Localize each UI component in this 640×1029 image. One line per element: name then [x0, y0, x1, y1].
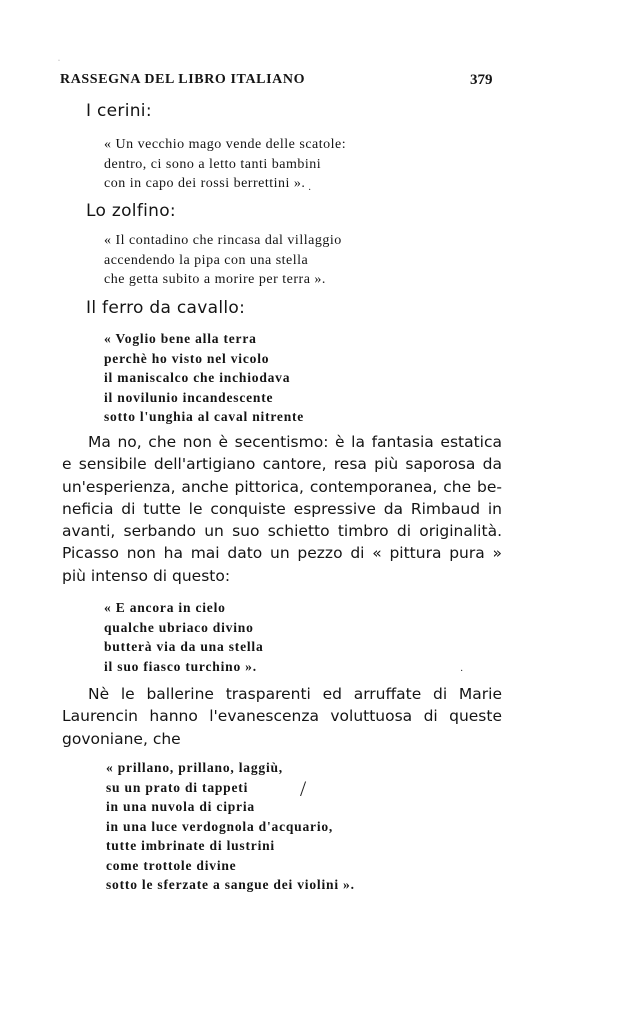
- poem-line: « Voglio bene alla terra: [104, 331, 257, 346]
- poem-quote: [104, 231, 342, 290]
- poem-line: sotto le sferzate a sangue dei violini ».: [106, 877, 355, 892]
- poem-line: su un prato di tappeti: [106, 779, 249, 795]
- poem-quote: [104, 598, 264, 676]
- prose-line: e sensibile dell'artigiano cantore, resa più saporosa da: [62, 455, 502, 474]
- prose-line: Nè le ballerine trasparenti ed arruffate di Marie: [88, 685, 502, 703]
- poem-line: accendendo la pipa con una stella: [104, 252, 309, 268]
- ink-speck-mark: ·: [58, 58, 60, 64]
- poem-line: come trottole divine: [106, 857, 237, 873]
- poem-line: perchè ho visto nel vicolo: [104, 350, 270, 366]
- poem-line: il novilunio incandescente: [104, 389, 274, 405]
- poem-line: butterà via da una stella: [104, 639, 264, 654]
- page-number: 379: [470, 72, 493, 88]
- prose-paragraph: [62, 683, 502, 750]
- poem-line: il maniscalco che inchiodava: [104, 370, 291, 385]
- prose-line: govoniane, che: [62, 729, 181, 748]
- poem-line: « prillano, prillano, laggiù,: [106, 760, 283, 775]
- poem-line: in una luce verdognola d'acquario,: [106, 818, 334, 834]
- poem-line: con in capo dei rossi berrettini ».: [104, 176, 306, 191]
- prose-paragraph: [62, 431, 502, 587]
- poem-line: « E ancora in cielo: [104, 600, 226, 615]
- poem-line: in una nuvola di cipria: [106, 799, 255, 814]
- poem-line: che getta subito a morire per terra ».: [104, 272, 326, 287]
- prose-line: Laurencin hanno l'evanescenza voluttuosa di queste: [62, 707, 502, 726]
- poem-quote: [106, 758, 355, 895]
- prose-line: Ma no, che non è secentismo: è la fantasia estatica: [88, 433, 502, 451]
- prose-line: avanti, serbando un suo schietto timbro di originalità.: [62, 522, 502, 541]
- poem-line: il suo fiasco turchino ».: [104, 658, 257, 674]
- poem-line: qualche ubriaco divino: [104, 619, 254, 635]
- poem-line: sotto l'unghia al caval nitrente: [104, 409, 305, 424]
- ink-speck-mark: ·: [460, 666, 464, 677]
- prose-line: più intenso di questo:: [62, 566, 231, 585]
- poem-line: tutte imbrinate di lustrini: [106, 838, 275, 853]
- section-heading: Il ferro da cavallo:: [86, 298, 246, 318]
- poem-line: dentro, ci sono a letto tanti bambini: [104, 156, 322, 172]
- prose-line: neficia di tutte le conquiste espressive da Rimbaud in: [62, 499, 502, 518]
- prose-line: un'esperienza, anche pittorica, contemporanea, che be-: [62, 477, 502, 496]
- section-heading: Lo zolfino:: [86, 201, 176, 221]
- prose-line: Picasso non ha mai dato un pezzo di « pittura pura »: [62, 544, 502, 563]
- running-title: RASSEGNA DEL LIBRO ITALIANO: [60, 72, 306, 87]
- poem-quote: [104, 329, 304, 427]
- ink-speck-mark: ·: [308, 185, 312, 196]
- ink-stroke-mark: /: [300, 776, 307, 801]
- poem-line: « Un vecchio mago vende delle scatole:: [104, 137, 347, 152]
- section-heading: I cerini:: [86, 101, 152, 121]
- poem-line: « Il contadino che rincasa dal villaggio: [104, 233, 342, 248]
